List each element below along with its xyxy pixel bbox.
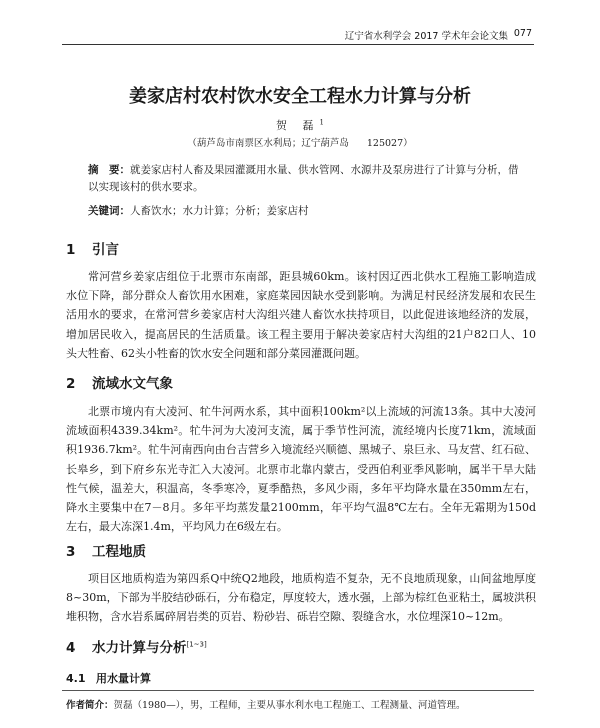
section-title: 引言 — [92, 242, 119, 258]
journal-name: 辽宁省水利学会 2017 学术年会论文集 — [344, 31, 508, 42]
section-number: 3 — [66, 544, 76, 560]
section-number: 4 — [66, 640, 76, 656]
section-title: 流域水文气象 — [92, 376, 173, 392]
subsection-title: 用水量计算 — [96, 672, 151, 685]
section-heading-3 — [66, 540, 146, 560]
section-heading-4 — [66, 636, 207, 656]
author — [0, 117, 600, 133]
section-number: 2 — [66, 376, 76, 392]
page-number: 077 — [513, 28, 532, 39]
footnote-label: 作者简介： — [66, 700, 114, 711]
keywords-label: 关键词： — [88, 205, 130, 217]
section-heading-1 — [66, 238, 119, 258]
header-rule — [62, 44, 534, 45]
citation-ref: [1~3] — [186, 640, 207, 649]
section-title: 水力计算与分析 — [92, 640, 187, 656]
section-2-paragraph: 北票市境内有大凌河、牤牛河两水系，其中面积100km²以上流域的河流13条。其中大凌河流域面积4339.34km²。牤牛河为大凌河支流，属于季节性河流，流经境内长度71km，流域面积1936.7km²。牤牛河南西向由台吉营乡入境流经兴顺德、黑城子、泉巨永、马友营、红石砬、长皋乡，到下府乡东光寺汇入大凌河。北票市北靠内蒙古，受西伯利亚季风影响，属半干旱大陆性气候，温差大，积温高，冬季寒冷，夏季酷热，多风少雨，多年平均降水量在350mm左右，降水主要集中在7－8月。多年平均蒸发量2100mm，年平均气温8℃左右。全年无霜期为150d左右，最大冻深1.4m，平均风力在6级左右。 — [66, 405, 536, 534]
footnote-text: 贺磊（1980—），男，工程师，主要从事水利水电工程施工、工程测量、河道管理。 — [113, 700, 466, 711]
section-heading-2 — [66, 372, 173, 392]
postal-code: 125027） — [366, 138, 413, 149]
author-sup: 1 — [319, 118, 324, 127]
abstract-label: 摘 要： — [88, 164, 130, 176]
author-footnote — [66, 697, 540, 711]
section-1-paragraph: 常河营乡姜家店组位于北票市东南部，距县城60km。该村因辽西北供水工程施工影响造成水位下降，部分群众人畜饮用水困难，家庭菜园因缺水受到影响。为满足村民经济发展和农民生活用水的要求，在常河营乡姜家店村大沟组兴建人畜饮水扶持项目，以此促进该地经济的发展，增加居民收入，提高居民的生活质量。该工程主要用于解决姜家店村大沟组的21户82口人、10头大牲畜、62头小牲畜的饮水安全问题和部分菜园灌溉问题。 — [66, 270, 536, 360]
section-3-paragraph: 项目区地质构造为第四系Q中统Q2地段，地质构造不复杂，无不良地质现象，山间盆地厚度8~30m，下部为半胶结砂砾石，分布稳定，厚度较大，透水强，上部为棕红色亚粘土，属坡洪积堆积物，含水岩系属碎屑岩类的页岩、粉砂岩、砾岩空隙、裂缝含水，水位埋深10~12m。 — [66, 572, 536, 624]
subsection-heading — [66, 670, 151, 686]
footnote-rule — [62, 690, 534, 691]
keywords-text: 人畜饮水；水力计算；分析；姜家店村 — [130, 205, 309, 217]
section-title: 工程地质 — [92, 544, 146, 560]
section-number: 1 — [66, 242, 76, 258]
affiliation — [0, 135, 600, 149]
abstract — [88, 162, 522, 196]
keywords — [88, 203, 522, 220]
abstract-text: 就姜家店村人畜及果园灌溉用水量、供水管网、水源井及泵房进行了计算与分析，借以实现该村的供水要求。 — [88, 164, 519, 193]
affiliation-text: （葫芦岛市南票区水利局；辽宁葫芦岛 — [187, 138, 349, 149]
paper-title: 姜家店村农村饮水安全工程水力计算与分析 — [129, 86, 471, 107]
author-name: 贺 磊 — [276, 119, 320, 132]
subsection-number: 4.1 — [66, 672, 86, 685]
